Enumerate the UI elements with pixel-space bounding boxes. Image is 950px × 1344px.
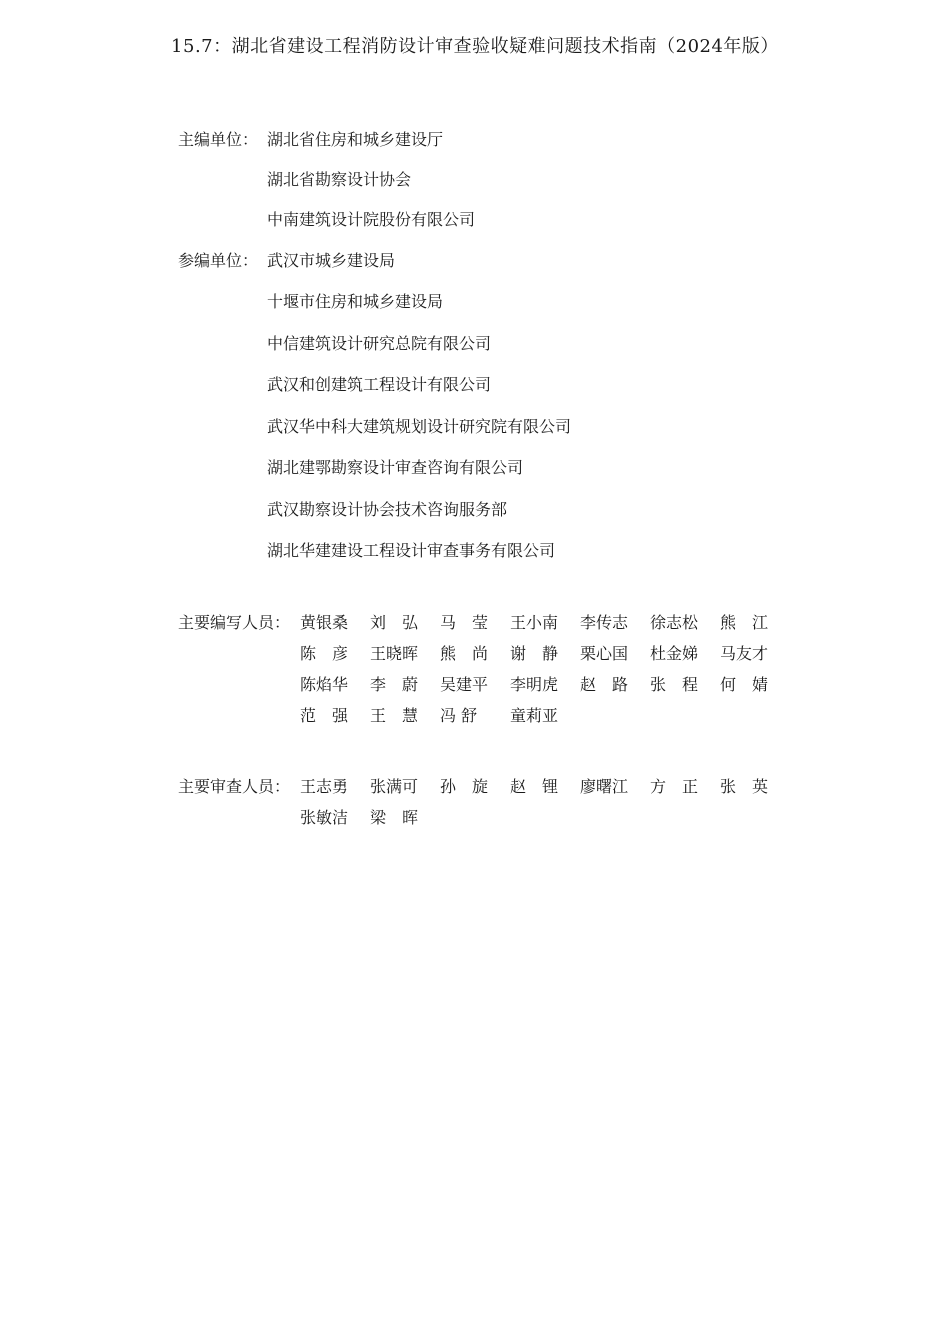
person-name: 李 蔚	[370, 675, 419, 694]
person-name: 张 英	[720, 777, 769, 796]
participating-editor-unit: 十堰市住房和城乡建设局	[267, 292, 444, 311]
chief-editors-label: 主编单位：	[178, 130, 259, 149]
chief-editor-unit: 湖北省勘察设计协会	[267, 170, 412, 189]
chief-editor-row-1	[178, 128, 443, 152]
participating-editors-label: 参编单位：	[178, 251, 259, 270]
chief-editor-unit: 湖北省住房和城乡建设厅	[267, 130, 444, 149]
chief-editor-unit: 中南建筑设计院股份有限公司	[267, 210, 476, 229]
person-name: 童莉亚	[510, 706, 559, 725]
person-name: 王 慧	[370, 706, 419, 725]
participating-editor-row-8	[178, 539, 555, 563]
participating-editor-unit: 武汉市城乡建设局	[267, 251, 396, 270]
person-name: 黄银桑	[300, 613, 349, 632]
person-name: 陈 彦	[300, 644, 349, 663]
participating-editor-row-6	[178, 456, 523, 480]
person-name: 张敏洁	[300, 808, 349, 827]
participating-editor-row-1	[178, 249, 395, 273]
person-name: 张满可	[370, 777, 419, 796]
participating-editor-unit: 中信建筑设计研究总院有限公司	[267, 334, 492, 353]
person-name: 吴建平	[440, 675, 489, 694]
person-name: 李明虎	[510, 675, 559, 694]
participating-editor-unit: 湖北建鄂勘察设计审查咨询有限公司	[267, 458, 524, 477]
person-name: 王志勇	[300, 777, 349, 796]
person-name: 冯 舒	[440, 706, 478, 725]
chief-editor-row-3	[178, 208, 475, 232]
person-name: 张 程	[650, 675, 699, 694]
participating-editor-unit: 武汉华中科大建筑规划设计研究院有限公司	[267, 417, 572, 436]
person-name: 梁 晖	[370, 808, 419, 827]
person-name: 何 婧	[720, 675, 769, 694]
document-title: 15.7：湖北省建设工程消防设计审查验收疑难问题技术指南（2024年版）	[171, 36, 779, 57]
main-writers-label: 主要编写人员：	[178, 613, 291, 632]
person-name: 熊 尚	[440, 644, 489, 663]
person-name: 方 正	[650, 777, 699, 796]
person-name: 马 莹	[440, 613, 489, 632]
chief-editor-row-2	[178, 168, 411, 192]
person-name: 王小南	[510, 613, 559, 632]
participating-editor-row-2	[178, 290, 443, 314]
person-name: 赵 路	[580, 675, 629, 694]
main-reviewers-label: 主要审查人员：	[178, 777, 291, 796]
participating-editor-row-4	[178, 373, 491, 397]
participating-editor-row-5	[178, 415, 571, 439]
person-name: 马友才	[720, 644, 769, 663]
person-name: 谢 静	[510, 644, 559, 663]
participating-editor-row-3	[178, 332, 491, 356]
participating-editor-unit: 武汉勘察设计协会技术咨询服务部	[267, 500, 508, 519]
participating-editor-unit: 湖北华建建设工程设计审查事务有限公司	[267, 541, 556, 560]
person-name: 王晓晖	[370, 644, 419, 663]
person-name: 范 强	[300, 706, 349, 725]
participating-editor-row-7	[178, 498, 507, 522]
person-name: 刘 弘	[370, 613, 419, 632]
person-name: 陈焰华	[300, 675, 349, 694]
person-name: 赵 锂	[510, 777, 559, 796]
person-name: 李传志	[580, 613, 629, 632]
person-name: 杜金娣	[650, 644, 699, 663]
participating-editor-unit: 武汉和创建筑工程设计有限公司	[267, 375, 492, 394]
person-name: 栗心国	[580, 644, 629, 663]
person-name: 孙 旋	[440, 777, 489, 796]
person-name: 廖曙江	[580, 777, 629, 796]
person-name: 徐志松	[650, 613, 699, 632]
person-name: 熊 江	[720, 613, 769, 632]
